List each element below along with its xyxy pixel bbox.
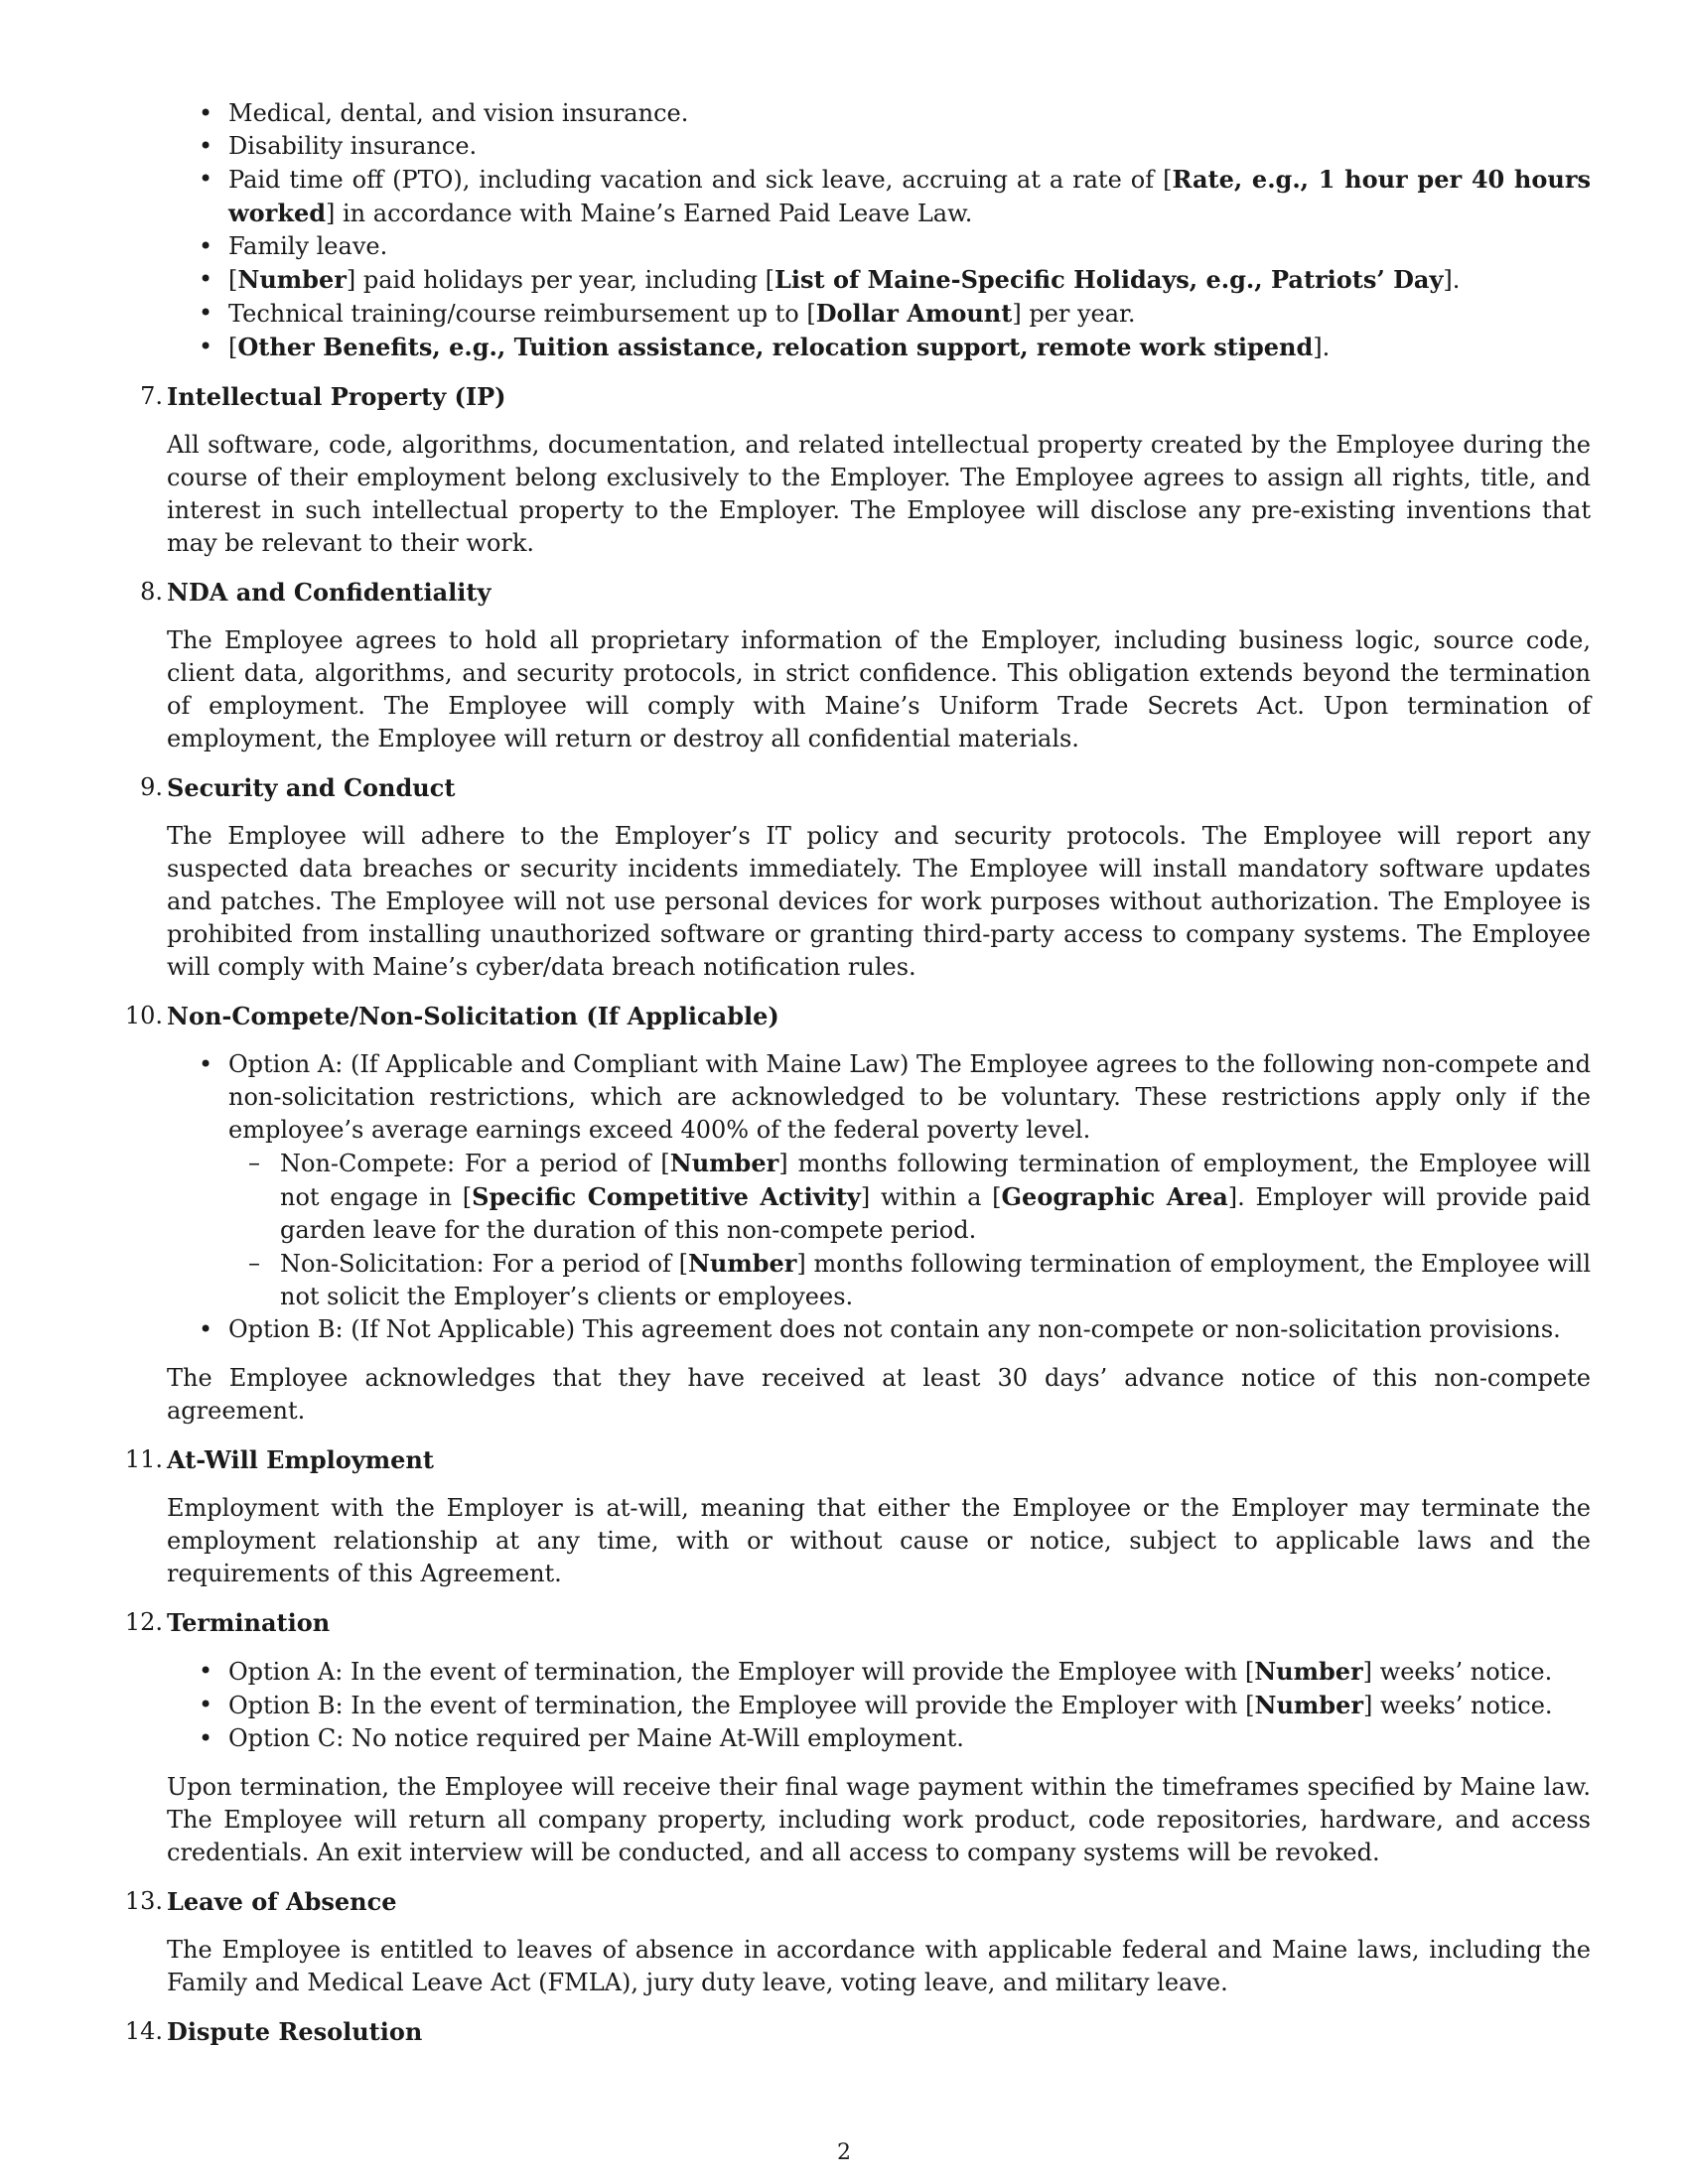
list-item: • [Other Benefits, e.g., Tuition assistance, relocation support, remote work stipend]. bbox=[167, 331, 1591, 364]
sub-list-item: – Non-Compete: For a period of [Number] months following termination of employment, the Employee will not engage in [Specific Competitive Activity] within a [Geographic Area]. Employer will provide paid garden leave for the duration of this non-compete period. bbox=[167, 1147, 1591, 1247]
list-item: • Disability insurance. bbox=[167, 130, 1591, 163]
list-item: • [Number] paid holidays per year, including [List of Maine-Specific Holidays, e.g., Patriots’ Day]. bbox=[167, 263, 1591, 297]
list-item: • Paid time off (PTO), including vacation and sick leave, accruing at a rate of [Rate, e.g., 1 hour per 40 hours worked] in accordance with Maine’s Earned Paid Leave Law. bbox=[167, 163, 1591, 230]
section-number: 14. bbox=[124, 2017, 163, 2045]
section-number: 12. bbox=[124, 1608, 163, 1636]
section-termination bbox=[124, 1606, 1591, 1869]
list-item: • Option A: (If Applicable and Compliant with Maine Law) The Employee agrees to the following non-compete and non-solicitation restrictions, which are acknowledged to be voluntary. These restrictions apply only if the employee’s average earnings exceed 400% of the federal poverty level. bbox=[167, 1048, 1591, 1147]
section-heading: 8. NDA and Confidentiality bbox=[167, 576, 1591, 609]
section-at-will bbox=[124, 1443, 1591, 1590]
options-list bbox=[167, 1048, 1591, 1346]
list-item: • Technical training/course reimbursement up to [Dollar Amount] per year. bbox=[167, 297, 1591, 331]
list-item: • Option B: In the event of termination, the Employee will provide the Employer with [Number] weeks’ notice. bbox=[167, 1689, 1591, 1722]
section-number: 10. bbox=[124, 1002, 163, 1029]
section-number: 8. bbox=[140, 578, 163, 606]
section-heading: 11. At-Will Employment bbox=[167, 1443, 1591, 1476]
section-heading: 13. Leave of Absence bbox=[167, 1885, 1591, 1918]
section-paragraph: Employment with the Employer is at-will, meaning that either the Employee or the Employer may terminate the employment relationship at any time, with or without cause or notice, subject to applicable laws and the requirements of this Agreement. bbox=[167, 1494, 1591, 1587]
list-item: • Family leave. bbox=[167, 230, 1591, 263]
section-heading: 12. Termination bbox=[167, 1606, 1591, 1639]
section-paragraph: The Employee acknowledges that they have received at least 30 days’ advance notice of this non-compete agreement. bbox=[167, 1364, 1591, 1425]
section-heading: 10. Non-Compete/Non-Solicitation (If Applicable) bbox=[167, 1000, 1591, 1032]
section-non-compete bbox=[124, 1000, 1592, 1428]
section-intellectual-property bbox=[140, 380, 1591, 560]
list-item: • Option B: (If Not Applicable) This agreement does not contain any non-compete or non-solicitation provisions. bbox=[167, 1313, 1591, 1346]
sub-list-item: – Non-Solicitation: For a period of [Number] months following termination of employment, the Employee will not solicit the Employer’s clients or employees. bbox=[167, 1247, 1591, 1313]
section-nda-confidentiality bbox=[140, 576, 1591, 755]
document-page bbox=[124, 97, 1592, 2064]
section-heading: 9. Security and Conduct bbox=[167, 771, 1591, 804]
section-paragraph: The Employee agrees to hold all proprietary information of the Employer, including business logic, source code, client data, algorithms, and security protocols, in strict confidence. This obligation extends beyond the termination of employment. The Employee will comply with Maine’s Uniform Trade Secrets Act. Upon termination of employment, the Employee will return or destroy all confidential materials. bbox=[167, 626, 1591, 752]
section-number: 7. bbox=[140, 382, 163, 410]
list-item: • Option C: No notice required per Maine At-Will employment. bbox=[167, 1722, 1591, 1755]
benefits-list bbox=[167, 97, 1591, 364]
page-number: 2 bbox=[837, 2140, 851, 2165]
section-heading: 7. Intellectual Property (IP) bbox=[167, 380, 1591, 413]
section-heading: 14. Dispute Resolution bbox=[167, 2015, 1591, 2048]
section-security-conduct bbox=[140, 771, 1591, 984]
section-paragraph: All software, code, algorithms, documentation, and related intellectual property created by the Employee during the course of their employment belong exclusively to the Employer. The Employee agrees to assign all rights, title, and interest in such intellectual property to the Employer. The Employee will disclose any pre-existing inventions that may be relevant to their work. bbox=[167, 431, 1591, 557]
section-number: 11. bbox=[124, 1445, 163, 1473]
list-item: • Option A: In the event of termination, the Employer will provide the Employee with [Number] weeks’ notice. bbox=[167, 1655, 1591, 1689]
section-number: 9. bbox=[140, 773, 163, 801]
section-number: 13. bbox=[124, 1887, 163, 1915]
section-paragraph: The Employee is entitled to leaves of absence in accordance with applicable federal and Maine laws, including the Family and Medical Leave Act (FMLA), jury duty leave, voting leave, and military leave. bbox=[167, 1936, 1591, 1996]
list-item: • Medical, dental, and vision insurance. bbox=[167, 97, 1591, 130]
section-leave-of-absence bbox=[124, 1885, 1591, 1999]
options-list bbox=[167, 1655, 1591, 1755]
section-paragraph: The Employee will adhere to the Employer’s IT policy and security protocols. The Employee will report any suspected data breaches or security incidents immediately. The Employee will install mandatory software updates and patches. The Employee will not use personal devices for work purposes without authorization. The Employee is prohibited from installing unauthorized software or granting third-party access to company systems. The Employee will comply with Maine’s cyber/data breach notification rules. bbox=[167, 822, 1591, 981]
section-dispute-resolution bbox=[124, 2015, 1591, 2048]
section-paragraph: Upon termination, the Employee will receive their final wage payment within the timeframes specified by Maine law. The Employee will return all company property, including work product, code repositories, hardware, and access credentials. An exit interview will be conducted, and all access to company systems will be revoked. bbox=[167, 1773, 1591, 1866]
